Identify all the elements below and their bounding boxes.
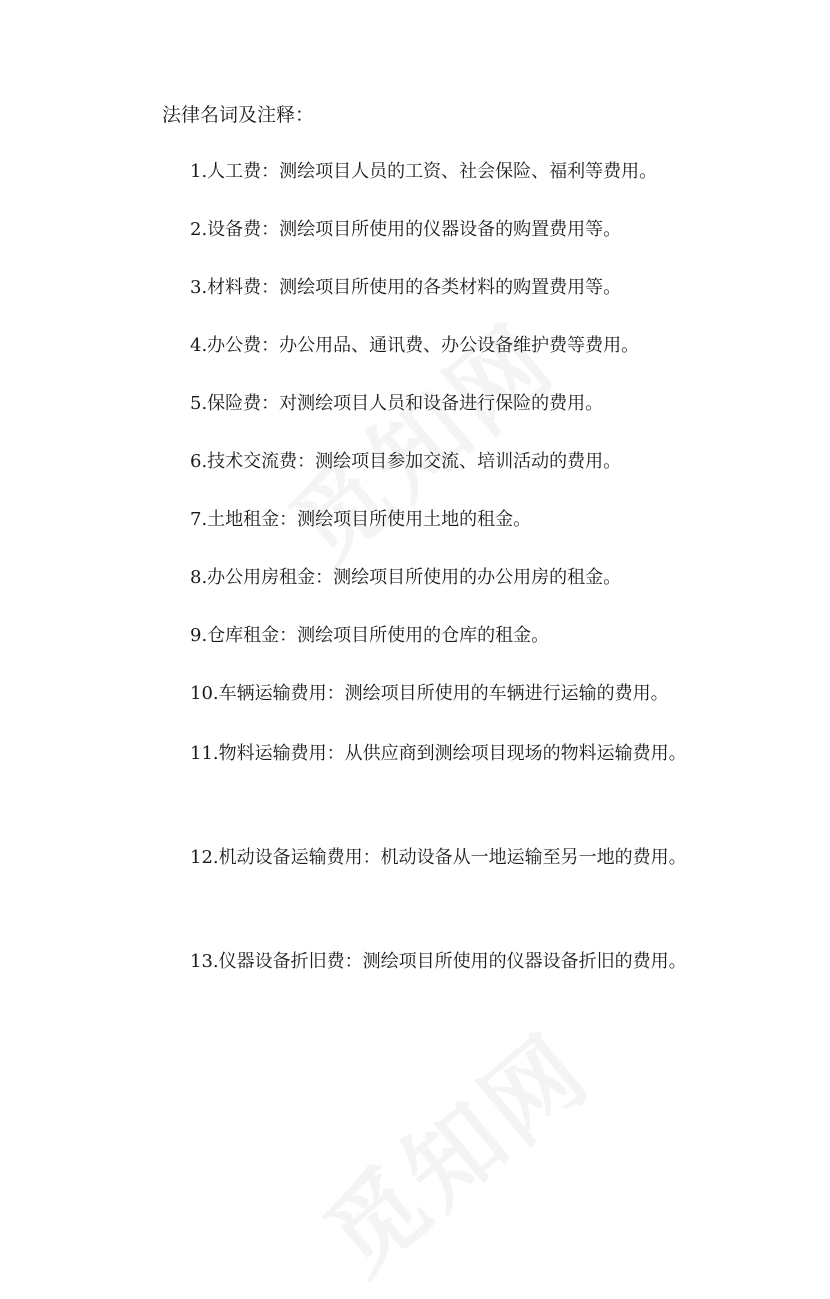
list-item: 2.设备费：测绘项目所使用的仪器设备的购置费用等。	[190, 219, 622, 240]
list-item: 13.仪器设备折旧费：测绘项目所使用的仪器设备折旧的费用。	[190, 951, 687, 972]
list-item: 1.人工费：测绘项目人员的工资、社会保险、福利等费用。	[190, 161, 658, 182]
list-item: 7.土地租金：测绘项目所使用土地的租金。	[190, 509, 532, 530]
list-item: 10.车辆运输费用：测绘项目所使用的车辆进行运输的费用。	[190, 683, 669, 704]
list-item: 3.材料费：测绘项目所使用的各类材料的购置费用等。	[190, 277, 622, 298]
list-item: 6.技术交流费：测绘项目参加交流、培训活动的费用。	[190, 451, 622, 472]
list-item: 12.机动设备运输费用：机动设备从一地运输至另一地的费用。	[190, 847, 687, 868]
list-item: 4.办公费：办公用品、通讯费、办公设备维护费等费用。	[190, 335, 640, 356]
list-item: 9.仓库租金：测绘项目所使用的仓库的租金。	[190, 625, 550, 646]
watermark-logo	[292, 998, 614, 1299]
list-item: 8.办公用房租金：测绘项目所使用的办公用房的租金。	[190, 567, 622, 588]
list-item: 11.物料运输费用：从供应商到测绘项目现场的物料运输费用。	[190, 743, 687, 764]
list-item: 5.保险费：对测绘项目人员和设备进行保险的费用。	[190, 393, 604, 414]
page-heading: 法律名词及注释：	[162, 104, 315, 126]
